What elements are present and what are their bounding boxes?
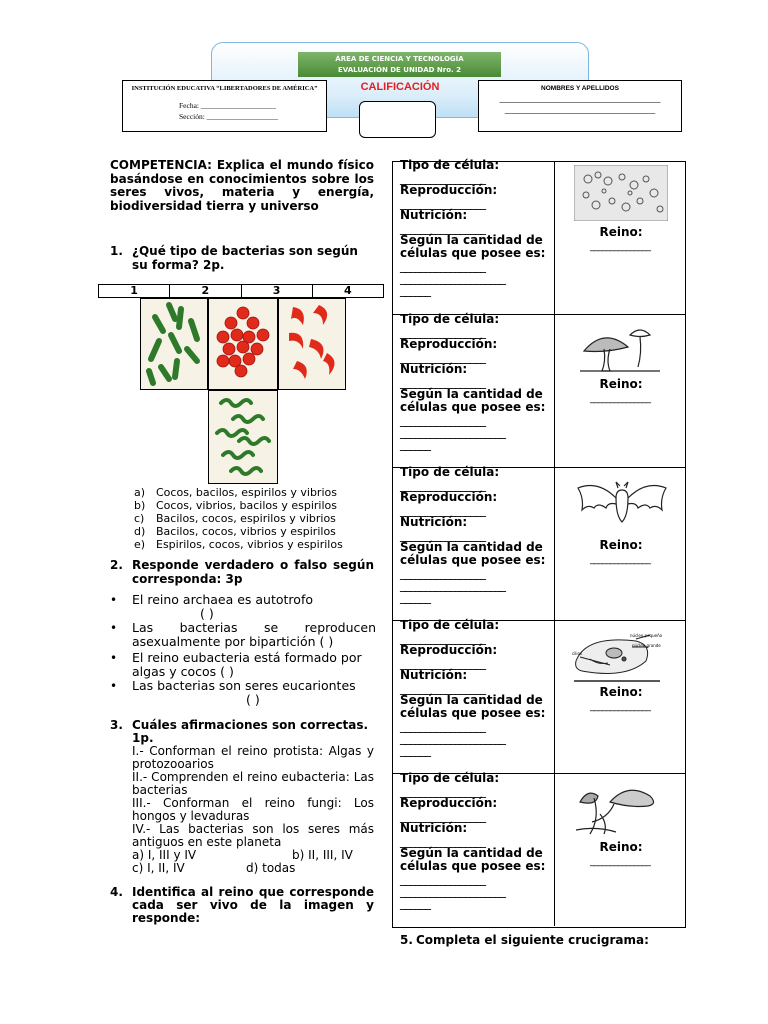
question-3-number: 3. [110,718,123,732]
statement-3: III.- Conforman el reino fungi: Los hongos y levaduras [132,796,374,823]
grade-box[interactable] [359,101,436,138]
question-2-text: Responde verdadero o falso según corresponda: 3p [132,558,374,586]
col-label-3: 3 [241,285,312,297]
section-field[interactable]: Sección: ___________________ [179,112,278,121]
question-3 [110,719,374,875]
col-label-4: 4 [312,285,383,297]
student-name-label: NOMBRES Y APELLIDOS [541,85,619,92]
statement-2: II.- Comprenden el reino eubacteria: Las bacterias [132,770,374,797]
option-b[interactable]: b) Cocos, vibrios, bacilos y espirilos [134,499,337,512]
question-5-text: Completa el siguiente crucigrama: [416,933,649,947]
reino-label: Reino: [599,685,643,699]
reino-label: Reino: [599,538,643,552]
tf-item-3: • El reino eubacteria está formado por algas y cocos ( ) [110,650,362,679]
tf-item-2: • Las bacterias se reproducen asexualmente por bipartición ( ) [110,620,376,649]
grade-label: CALIFICACIÓN [360,81,440,93]
statement-4: IV.- Las bacterias son los seres más antiguos en este planeta [132,822,374,849]
vibrio-image [278,298,346,390]
student-name-line-1[interactable]: ______________________________________________ [499,95,661,103]
bacteria-number-row [98,284,384,298]
answer-b[interactable]: b) II, III, IV [292,848,353,862]
tf-item-4: • Las bacterias son seres eucariontes [110,678,356,693]
reino-answer[interactable]: _______________ [590,856,650,867]
question-4-number: 4. [110,885,123,899]
nucleus-large-label: núcleo grande [632,643,661,648]
tf-item-1: • El reino archaea es autotrofo [110,592,313,607]
table-row: Tipo de célula: _________________ Reproducción: _________________ Nutrición: _________________ Según la cantidad de células que posee es: _________________ _____________________ ______ Reino: _______________ [392,773,686,926]
answer-c[interactable]: c) I, II, IV [132,861,185,875]
date-field[interactable]: Fecha: ____________________ [179,101,276,110]
bat-image [576,476,668,532]
answer-a[interactable]: a) I, III y IV [132,848,197,862]
reino-answer[interactable]: _______________ [590,241,650,252]
bacilli-image [140,298,208,390]
col-label-1: 1 [130,284,138,297]
question-5 [400,933,649,947]
question-2-number: 2. [110,558,123,572]
col-label-2: 2 [169,285,240,297]
spirilla-image [208,390,278,484]
area-title: ÁREA DE CIENCIA Y TECNOLOGÍA [335,55,464,63]
reino-answer[interactable]: _______________ [590,554,650,565]
cocci-image [208,298,278,390]
question-1-number: 1. [110,244,123,258]
evaluation-title: EVALUACIÓN DE UNIDAD Nro. 2 [338,66,461,74]
answer-d[interactable]: d) todas [246,861,296,875]
question-5-number: 5. [400,933,413,947]
table-row: Tipo de célula: _________________ Reproducción: _________________ Nutrición: _________________ Según la cantidad de células que posee es: _________________ _____________________ ______ Reino: _______________ [392,467,686,620]
table-row: Tipo de célula: _________________ Reproducción: _________________ Nutrición: _________________ Según la cantidad de células que posee es: _________________ _____________________ ______ Reino: _______________ [392,161,686,314]
reino-label: Reino: [599,225,643,239]
header-banner [298,52,501,77]
option-d[interactable]: d) Bacilos, cocos, vibrios y espirilos [134,525,336,538]
option-a[interactable]: a) Cocos, bacilos, espirilos y vibrios [134,486,337,499]
mushroom-image [578,319,662,375]
question-4-text: Identifica al reino que corresponde cada ser vivo de la imagen y responde: [132,885,374,925]
tf-item-1-answer[interactable]: ( ) [200,606,214,621]
question-3-text: Cuáles afirmaciones son correctas. 1p. [132,718,369,745]
table-row: Tipo de célula: _________________ Reproducción: _________________ Nutrición: _________________ Según la cantidad de células que posee es: _________________ _____________________ ______ Reino: _______________ [392,314,686,467]
student-name-line-2[interactable]: ___________________________________________ [504,106,656,114]
question-1-options [134,486,343,551]
option-c[interactable]: c) Bacilos, cocos, espirilos y vibrios [134,512,336,525]
reino-label: Reino: [599,840,643,854]
reino-label: Reino: [599,377,643,391]
question-1-text: ¿Qué tipo de bacterias son según su forma? 2p. [132,244,358,272]
question-4 [110,886,374,925]
tf-item-4-answer[interactable]: ( ) [246,692,260,707]
question-1 [110,244,374,272]
table-row: Tipo de célula: _________________ Reproducción: _________________ Nutrición: _________________ Según la cantidad de células que posee es: _________________ _____________________ ______ núcleo pequeño núcleo grande cilios Reino: _______________ [392,620,686,773]
question-2 [110,558,374,586]
bacteria-colony-image [574,165,668,221]
nucleus-small-label: núcleo pequeño [630,633,663,638]
reino-answer[interactable]: _______________ [590,701,650,712]
cilia-label: cilios [572,651,583,656]
plant-image [570,782,664,838]
student-name-box [478,80,682,132]
paramecium-image [570,629,666,683]
statement-1: I.- Conforman el reino protista: Algas y protozooarios [132,744,374,771]
competence-text: COMPETENCIA: Explica el mundo físico basándose en conocimientos sobre los seres vivos, materia y energía, biodiversidad tierra y universo [110,158,374,213]
institution-box [122,80,327,132]
option-e[interactable]: e) Espirilos, cocos, vibrios y espirilos [134,538,343,551]
institution-name: INSTITUCIÓN EDUCATIVA “LIBERTADORES DE AMÉRICA” [131,85,318,92]
reino-answer[interactable]: _______________ [590,393,650,404]
